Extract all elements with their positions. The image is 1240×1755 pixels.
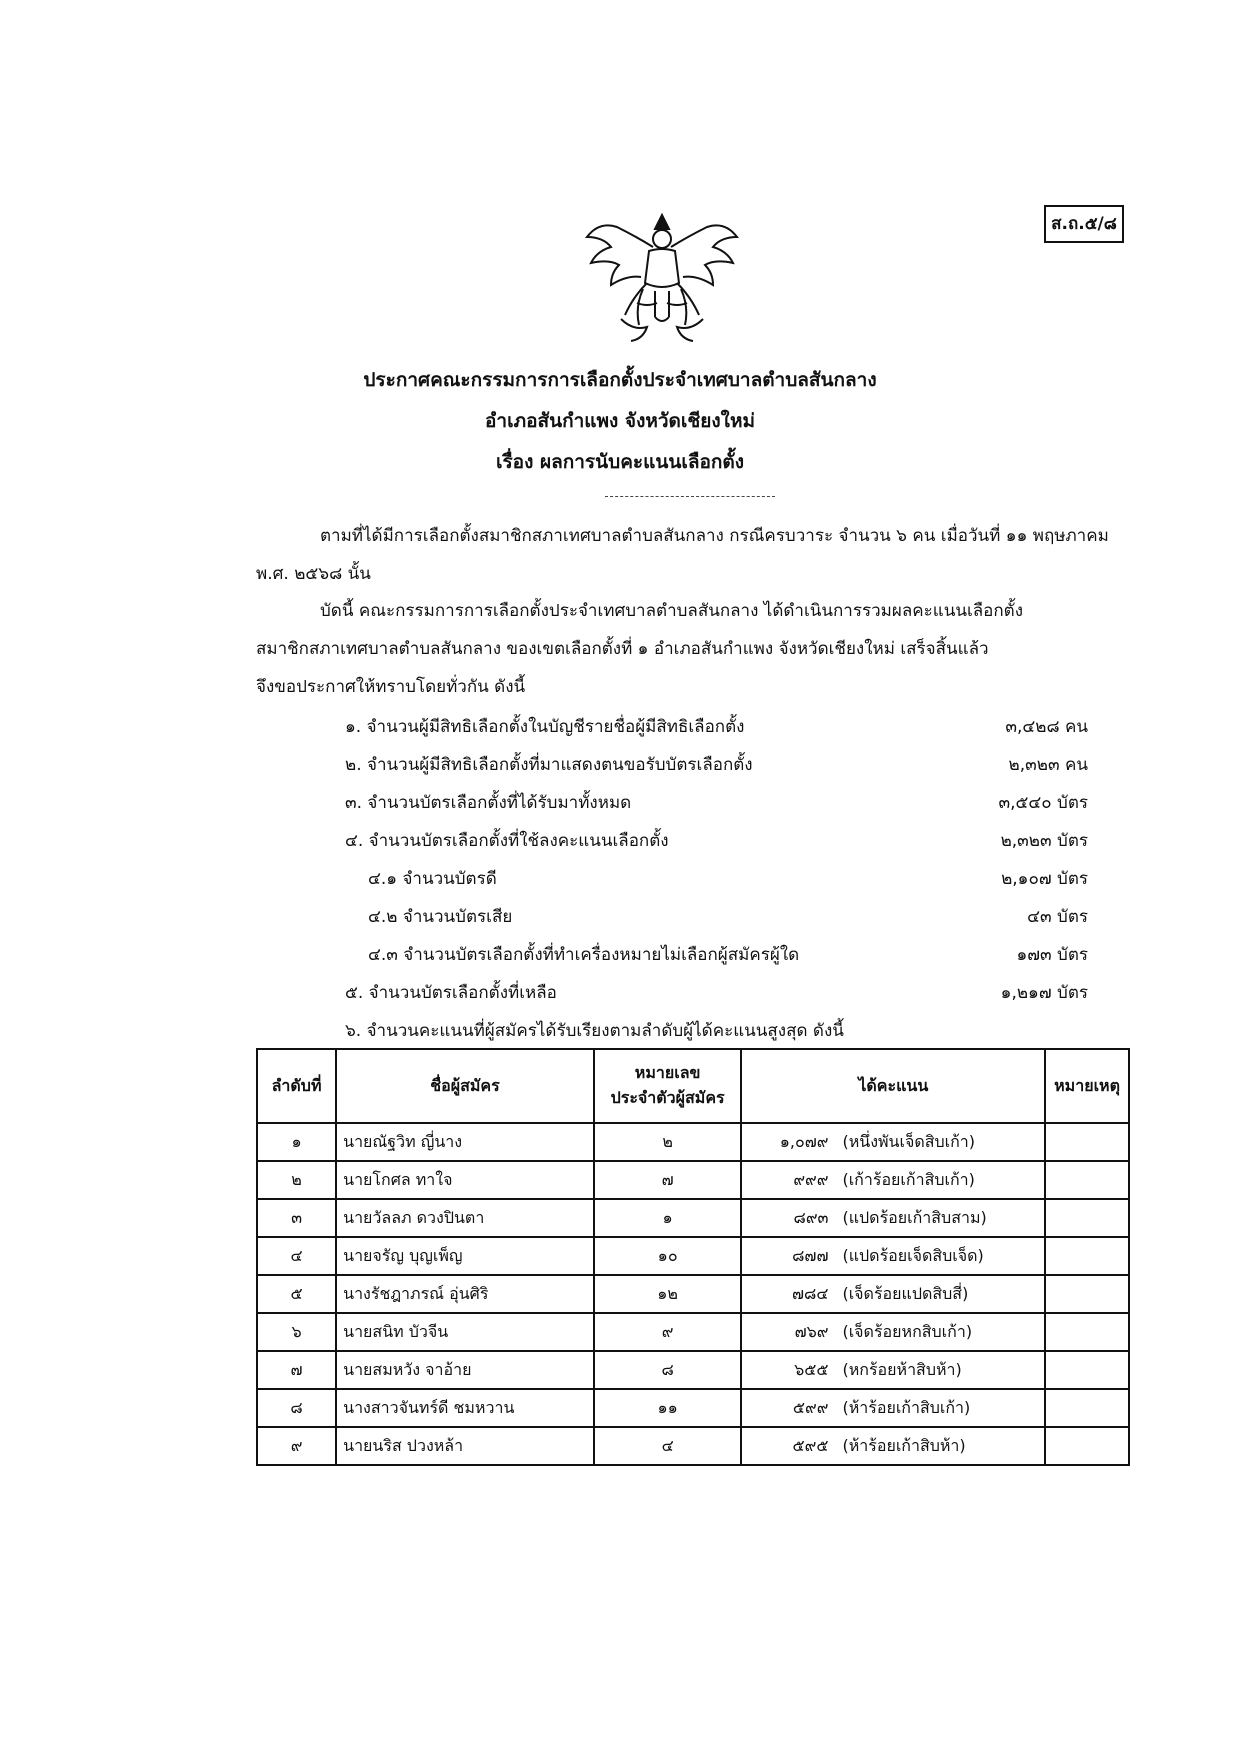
votes-number: ๘๙๓ xyxy=(793,1207,829,1227)
votes-words: (เก้าร้อยเก้าสิบเก้า) xyxy=(842,1169,975,1189)
item-value: ๔๓ บัตร xyxy=(1027,907,1088,927)
votes-words: (ห้าร้อยเก้าสิบเก้า) xyxy=(842,1397,971,1417)
item-value: ๓,๕๔๐ บัตร xyxy=(998,793,1088,813)
table-row xyxy=(257,1199,1129,1237)
item-label: ๔.๑ จำนวนบัตรดี xyxy=(368,869,497,889)
item-value: ๒,๓๒๓ คน xyxy=(1008,755,1088,775)
header-name: ชื่อผู้สมัคร xyxy=(336,1049,594,1123)
cell-votes xyxy=(741,1123,1045,1161)
cell-number: ๑๐ xyxy=(594,1237,742,1275)
cell-number: ๗ xyxy=(594,1161,742,1199)
votes-number: ๗๖๙ xyxy=(794,1321,829,1341)
paragraph-1-line-1: ตามที่ได้มีการเลือกตั้งสมาชิกสภาเทศบาลตำบลสันกลาง กรณีครบวาระ จำนวน ๖ คน เมื่อวันที่ ๑๑ พฤษภาคม xyxy=(320,526,1109,546)
cell-remark xyxy=(1045,1275,1129,1313)
header-votes: ได้คะแนน xyxy=(741,1049,1045,1123)
cell-remark xyxy=(1045,1237,1129,1275)
cell-remark xyxy=(1045,1199,1129,1237)
cell-rank: ๙ xyxy=(257,1427,336,1465)
cell-votes xyxy=(741,1275,1045,1313)
cell-remark xyxy=(1045,1351,1129,1389)
votes-number: ๘๗๗ xyxy=(792,1245,829,1265)
cell-number: ๙ xyxy=(594,1313,742,1351)
cell-number: ๑ xyxy=(594,1199,742,1237)
item-label: ๓. จำนวนบัตรเลือกตั้งที่ได้รับมาทั้งหมด xyxy=(345,793,632,813)
cell-votes xyxy=(741,1389,1045,1427)
table-row xyxy=(257,1427,1129,1465)
cell-rank: ๘ xyxy=(257,1389,336,1427)
cell-number: ๑๒ xyxy=(594,1275,742,1313)
paragraph-2-line-1: บัดนี้ คณะกรรมการการเลือกตั้งประจำเทศบาลตำบลสันกลาง ได้ดำเนินการรวมผลคะแนนเลือกตั้ง xyxy=(320,601,1024,621)
cell-number: ๒ xyxy=(594,1123,742,1161)
votes-words: (หนึ่งพันเจ็ดสิบเก้า) xyxy=(842,1131,976,1151)
cell-votes xyxy=(741,1161,1045,1199)
results-table xyxy=(256,1048,1130,1466)
table-row xyxy=(257,1275,1129,1313)
cell-name: นายสมหวัง จาอ้าย xyxy=(336,1351,594,1389)
table-row xyxy=(257,1161,1129,1199)
paragraph-2-line-3: จึงขอประกาศให้ทราบโดยทั่วกัน ดังนี้ xyxy=(256,677,526,697)
table-row xyxy=(257,1237,1129,1275)
item-value: ๒,๓๒๓ บัตร xyxy=(1000,831,1088,851)
cell-remark xyxy=(1045,1389,1129,1427)
cell-remark xyxy=(1045,1427,1129,1465)
table-row xyxy=(257,1351,1129,1389)
header-number-line-1: หมายเลข xyxy=(634,1063,701,1082)
cell-votes xyxy=(741,1427,1045,1465)
paragraph-1-line-2: พ.ศ. ๒๕๖๘ นั้น xyxy=(256,564,371,584)
cell-name: นายโกศล ทาใจ xyxy=(336,1161,594,1199)
header-rank: ลำดับที่ xyxy=(257,1049,336,1123)
votes-words: (เจ็ดร้อยแปดสิบสี่) xyxy=(842,1283,969,1303)
announcement-subject: เรื่อง ผลการนับคะแนนเลือกตั้ง xyxy=(495,451,744,473)
form-code-box: ส.ถ.๕/๘ xyxy=(1044,205,1124,243)
votes-number: ๕๙๕ xyxy=(792,1435,829,1455)
cell-rank: ๖ xyxy=(257,1313,336,1351)
cell-number: ๔ xyxy=(594,1427,742,1465)
table-row xyxy=(257,1123,1129,1161)
item-value: ๑,๒๑๗ บัตร xyxy=(1000,983,1088,1003)
votes-words: (แปดร้อยเจ็ดสิบเจ็ด) xyxy=(842,1245,984,1265)
item-value: ๑๗๓ บัตร xyxy=(1016,945,1088,965)
heading-divider xyxy=(605,496,775,497)
item-value: ๓,๔๒๘ คน xyxy=(1005,717,1088,737)
cell-number: ๑๑ xyxy=(594,1389,742,1427)
item-label: ๑. จำนวนผู้มีสิทธิเลือกตั้งในบัญชีรายชื่อผู้มีสิทธิเลือกตั้ง xyxy=(345,717,745,737)
cell-name: นางรัชฎาภรณ์ อุ่นศิริ xyxy=(336,1275,594,1313)
header-number-line-2: ประจำตัวผู้สมัคร xyxy=(610,1088,725,1107)
cell-name: นายสนิท บัวจีน xyxy=(336,1313,594,1351)
announcement-title: ประกาศคณะกรรมการการเลือกตั้งประจำเทศบาลตำบลสันกลาง xyxy=(363,369,877,391)
votes-number: ๑,๐๗๙ xyxy=(779,1131,829,1151)
votes-number: ๖๕๕ xyxy=(794,1359,829,1379)
cell-rank: ๔ xyxy=(257,1237,336,1275)
cell-remark xyxy=(1045,1123,1129,1161)
item-label: ๔.๒ จำนวนบัตรเสีย xyxy=(368,907,513,927)
votes-number: ๗๘๔ xyxy=(791,1283,829,1303)
header-number xyxy=(594,1049,742,1123)
announcement-location: อำเภอสันกำแพง จังหวัดเชียงใหม่ xyxy=(485,410,755,432)
cell-rank: ๑ xyxy=(257,1123,336,1161)
cell-name: นายวัลลภ ดวงปินตา xyxy=(336,1199,594,1237)
paragraph-2-line-2: สมาชิกสภาเทศบาลตำบลสันกลาง ของเขตเลือกตั้งที่ ๑ อำเภอสันกำแพง จังหวัดเชียงใหม่ เสร็จสิ้นแล้ว xyxy=(256,639,989,659)
cell-rank: ๓ xyxy=(257,1199,336,1237)
votes-words: (หกร้อยห้าสิบห้า) xyxy=(842,1359,962,1379)
cell-votes xyxy=(741,1351,1045,1389)
cell-rank: ๕ xyxy=(257,1275,336,1313)
cell-remark xyxy=(1045,1313,1129,1351)
item-value: ๒,๑๐๗ บัตร xyxy=(1001,869,1088,889)
cell-number: ๘ xyxy=(594,1351,742,1389)
votes-number: ๙๙๙ xyxy=(793,1169,829,1189)
item-label: ๕. จำนวนบัตรเลือกตั้งที่เหลือ xyxy=(345,983,557,1003)
table-row xyxy=(257,1313,1129,1351)
votes-words: (แปดร้อยเก้าสิบสาม) xyxy=(842,1207,987,1227)
table-header-row xyxy=(257,1049,1129,1123)
header-remark: หมายเหตุ xyxy=(1045,1049,1129,1123)
cell-votes xyxy=(741,1199,1045,1237)
garuda-emblem-icon xyxy=(577,207,747,347)
cell-rank: ๗ xyxy=(257,1351,336,1389)
cell-name: นายณัฐวิท ญี่นาง xyxy=(336,1123,594,1161)
cell-rank: ๒ xyxy=(257,1161,336,1199)
votes-words: (เจ็ดร้อยหกสิบเก้า) xyxy=(842,1321,973,1341)
cell-name: นางสาวจันทร์ดี ชมหวาน xyxy=(336,1389,594,1427)
item-label: ๖. จำนวนคะแนนที่ผู้สมัครได้รับเรียงตามลำดับผู้ได้คะแนนสูงสุด ดังนี้ xyxy=(345,1021,844,1041)
cell-votes xyxy=(741,1313,1045,1351)
cell-votes xyxy=(741,1237,1045,1275)
item-label: ๔. จำนวนบัตรเลือกตั้งที่ใช้ลงคะแนนเลือกตั้ง xyxy=(345,831,669,851)
cell-name: นายนริส ปวงหล้า xyxy=(336,1427,594,1465)
item-label: ๒. จำนวนผู้มีสิทธิเลือกตั้งที่มาแสดงตนขอรับบัตรเลือกตั้ง xyxy=(345,755,753,775)
votes-number: ๕๙๙ xyxy=(792,1397,829,1417)
table-row xyxy=(257,1389,1129,1427)
votes-words: (ห้าร้อยเก้าสิบห้า) xyxy=(842,1435,966,1455)
item-label: ๔.๓ จำนวนบัตรเลือกตั้งที่ทำเครื่องหมายไม่เลือกผู้สมัครผู้ใด xyxy=(368,945,800,965)
cell-name: นายจรัญ บุญเพ็ญ xyxy=(336,1237,594,1275)
cell-remark xyxy=(1045,1161,1129,1199)
